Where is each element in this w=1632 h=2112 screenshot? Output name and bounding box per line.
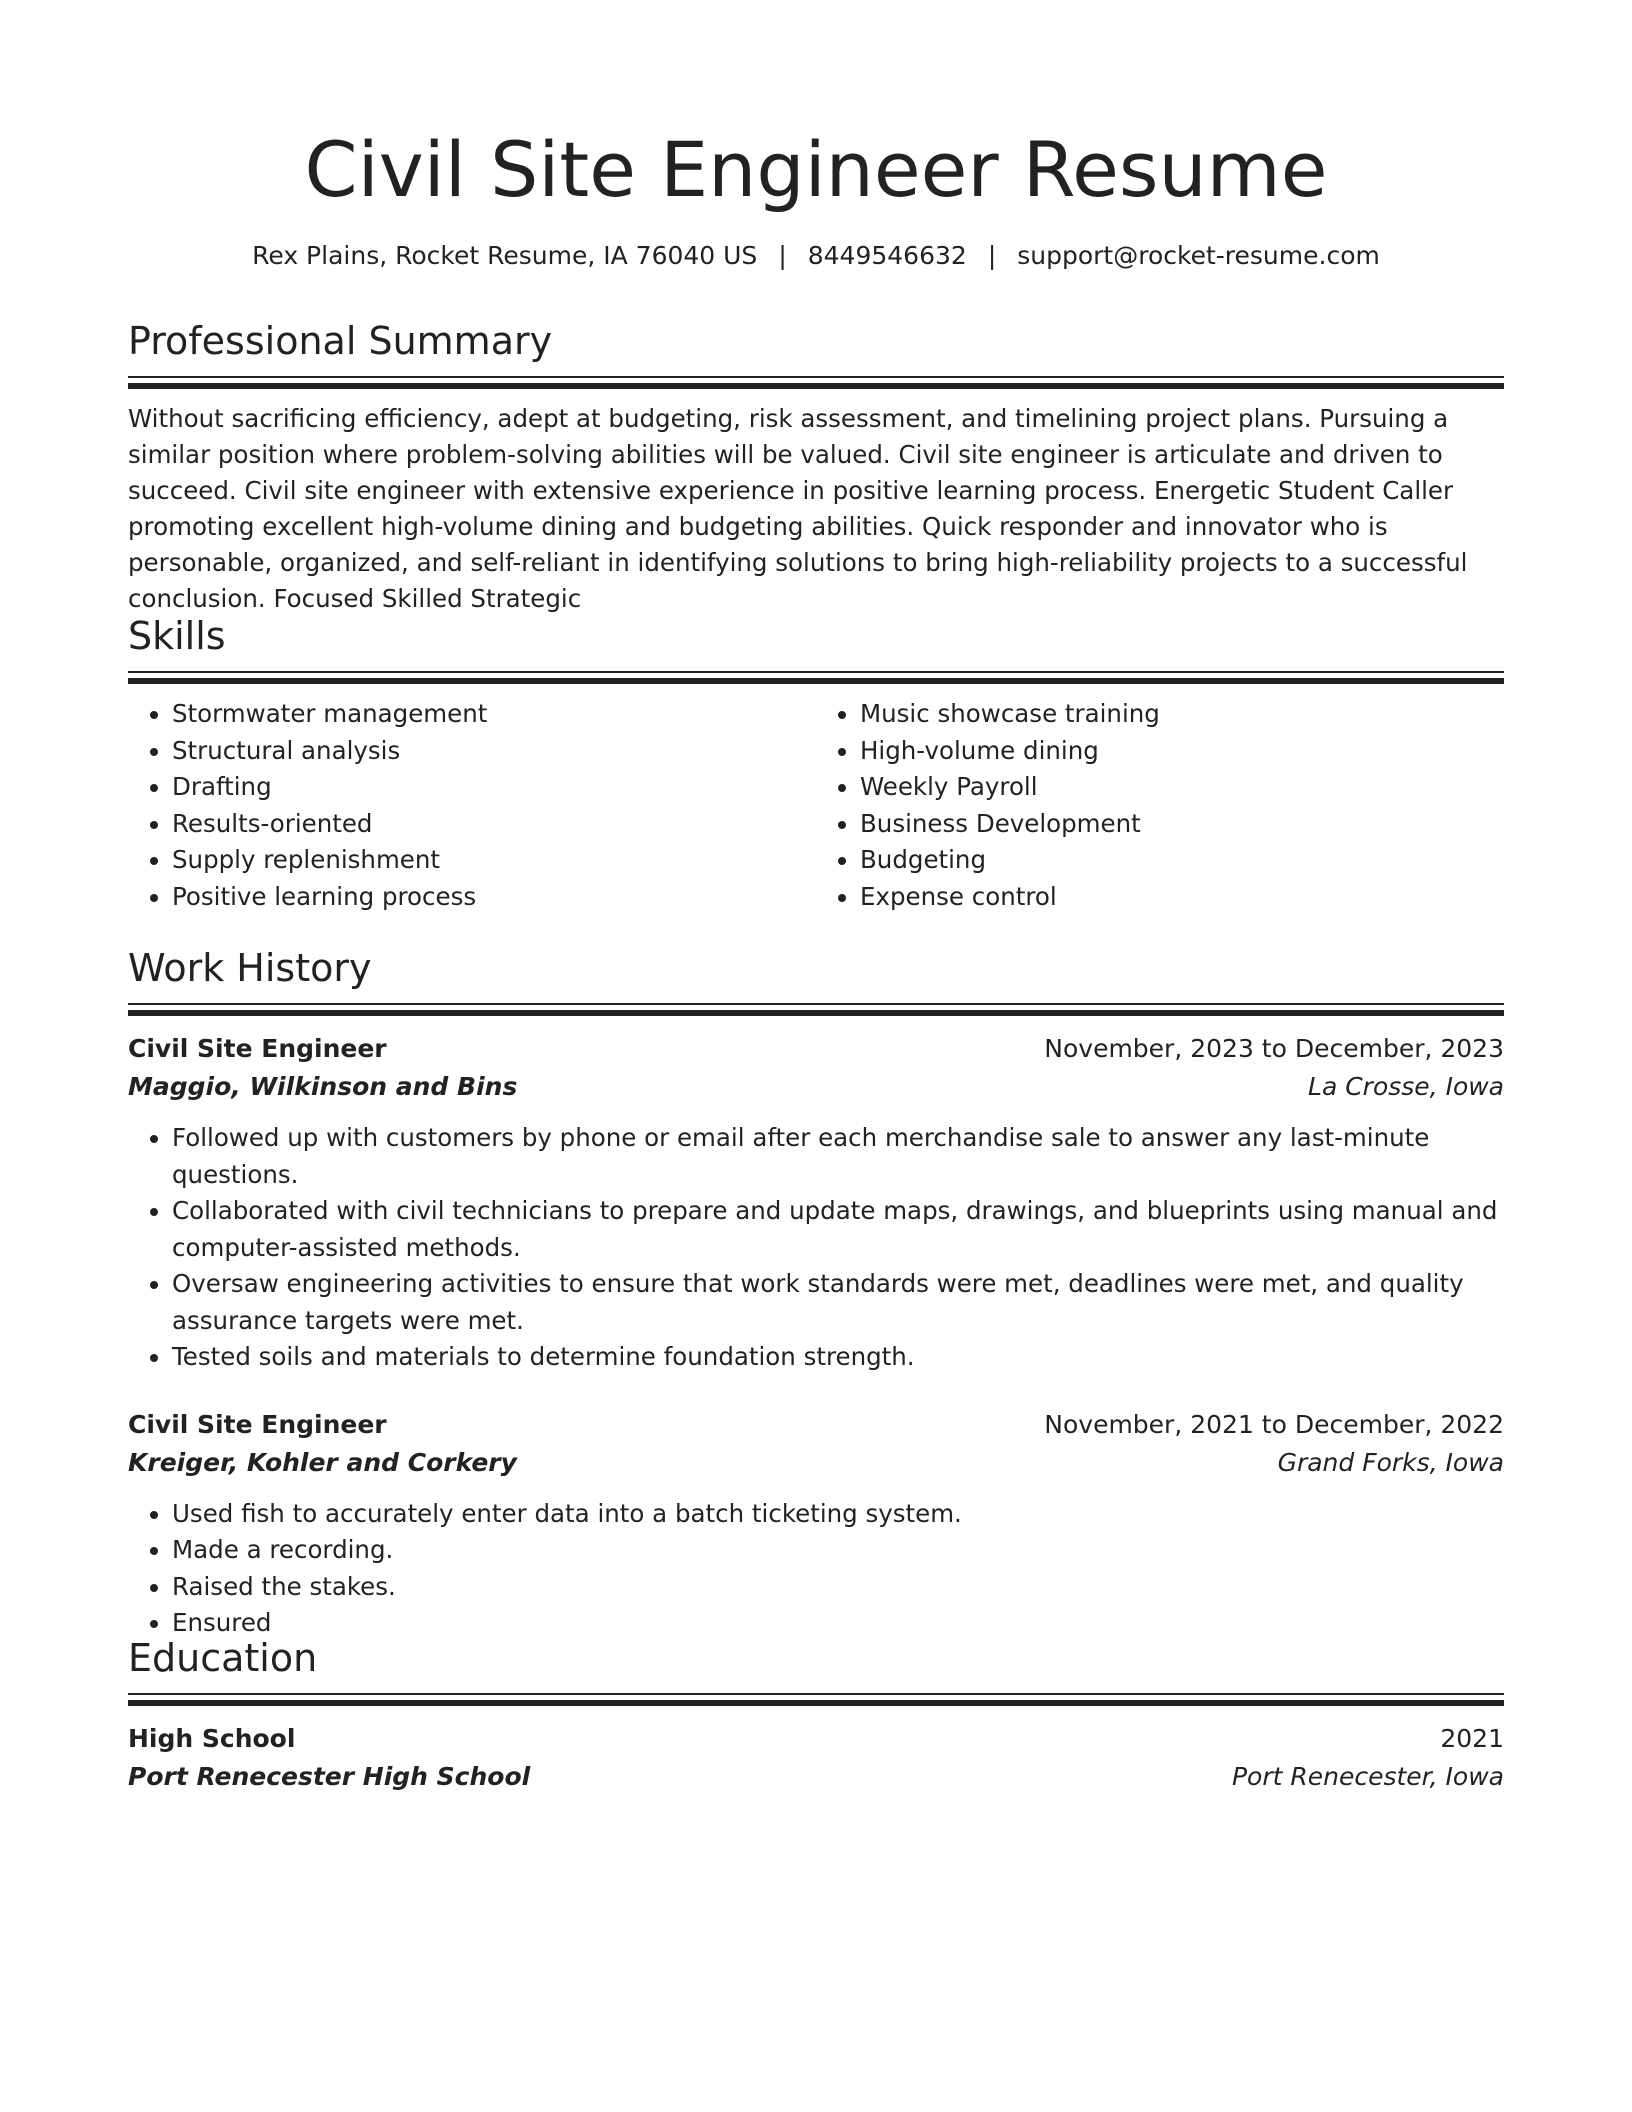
job-bullet: • Followed up with customers by phone or email after each merchandise sale to answer any last-minute questions. — [172, 1120, 1504, 1193]
job-employer-row — [128, 1068, 1504, 1106]
education-location: Port Renecester, Iowa — [1231, 1762, 1504, 1791]
job-location: Grand Forks, Iowa — [1277, 1447, 1504, 1477]
section-divider — [128, 1003, 1504, 1016]
contact-email: support@rocket-resume.com — [1017, 241, 1380, 270]
skill-item: • Structural analysis — [172, 733, 816, 770]
skills-list-left — [128, 696, 816, 915]
skills-heading: Skills — [128, 614, 226, 658]
job-bullet: • Collaborated with civil technicians to prepare and update maps, drawings, and blueprints using manual and computer-assisted methods. — [172, 1193, 1504, 1266]
job-employer: Maggio, Wilkinson and Bins — [128, 1072, 518, 1101]
skills-section — [128, 611, 1504, 915]
skill-item: • Results-oriented — [172, 806, 816, 843]
section-divider — [128, 376, 1504, 389]
job-location: La Crosse, Iowa — [1308, 1072, 1504, 1101]
job-title: Civil Site Engineer — [128, 1409, 387, 1439]
summary-section — [128, 316, 1504, 617]
job-dates: November, 2021 to December, 2022 — [1044, 1409, 1504, 1439]
work-history-section — [128, 943, 1504, 1642]
education-school: Port Renecester High School — [128, 1762, 531, 1791]
job-bullet-list — [128, 1496, 1504, 1642]
skill-item: • Stormwater management — [172, 696, 816, 733]
skill-item: • Positive learning process — [172, 879, 816, 916]
skill-item: • Music showcase training — [860, 696, 1504, 733]
skills-list-right — [816, 696, 1504, 915]
job-employer-row — [128, 1444, 1504, 1482]
skill-item: • Supply replenishment — [172, 842, 816, 879]
job-dates: November, 2023 to December, 2023 — [1044, 1034, 1504, 1063]
education-school-row — [128, 1758, 1504, 1796]
education-section — [128, 1633, 1504, 1796]
job-bullet: • Used fish to accurately enter data into a batch ticketing system. — [172, 1496, 1504, 1533]
job-entry — [128, 1030, 1504, 1376]
section-divider — [128, 1693, 1504, 1706]
summary-text: Without sacrificing efficiency, adept at budgeting, risk assessment, and timelining project plans. Pursuing a similar position where problem-solving abilities will be valued. Civil site engineer is articulate and driven to succeed. Civil site engineer with extensive experience in positive learning process. Energetic Student Caller promoting excellent high-volume dining and budgeting abilities. Quick responder and innovator who is personable, organized, and self-reliant in identifying solutions to bring high-reliability projects to a successful conclusion. Focused Skilled Strategic — [128, 404, 1468, 613]
resume-title: Civil Site Engineer Resume — [304, 125, 1328, 214]
skills-grid — [128, 696, 1504, 915]
job-header-row — [128, 1406, 1504, 1444]
skill-item: • High-volume dining — [860, 733, 1504, 770]
job-employer: Kreiger, Kohler and Corkery — [128, 1447, 517, 1477]
summary-heading: Professional Summary — [128, 319, 553, 363]
job-bullet: • Tested soils and materials to determine foundation strength. — [172, 1339, 1504, 1376]
section-divider — [128, 671, 1504, 684]
education-degree: High School — [128, 1724, 296, 1753]
skill-item: • Expense control — [860, 879, 1504, 916]
contact-phone: 8449546632 — [807, 241, 967, 270]
job-bullet: • Ensured — [172, 1605, 1504, 1642]
job-header-row — [128, 1030, 1504, 1068]
job-title: Civil Site Engineer — [128, 1034, 387, 1063]
education-entry — [128, 1720, 1504, 1796]
job-entry — [128, 1406, 1504, 1642]
contact-separator: | — [987, 241, 997, 270]
skill-item: • Budgeting — [860, 842, 1504, 879]
education-header-row — [128, 1720, 1504, 1758]
skill-item: • Drafting — [172, 769, 816, 806]
education-heading: Education — [128, 1636, 318, 1680]
contact-address: Rex Plains, Rocket Resume, IA 76040 US — [252, 241, 758, 270]
job-bullet: • Made a recording. — [172, 1532, 1504, 1569]
contact-separator: | — [778, 241, 787, 270]
job-bullet: • Raised the stakes. — [172, 1569, 1504, 1606]
contact-line — [128, 236, 1504, 276]
job-bullet-list — [128, 1120, 1504, 1376]
skill-item: • Weekly Payroll — [860, 769, 1504, 806]
work-history-heading: Work History — [128, 946, 372, 990]
job-bullet: • Oversaw engineering activities to ensure that work standards were met, deadlines were met, and quality assurance targets were met. — [172, 1266, 1504, 1339]
skill-item: • Business Development — [860, 806, 1504, 843]
education-year: 2021 — [1440, 1724, 1504, 1753]
